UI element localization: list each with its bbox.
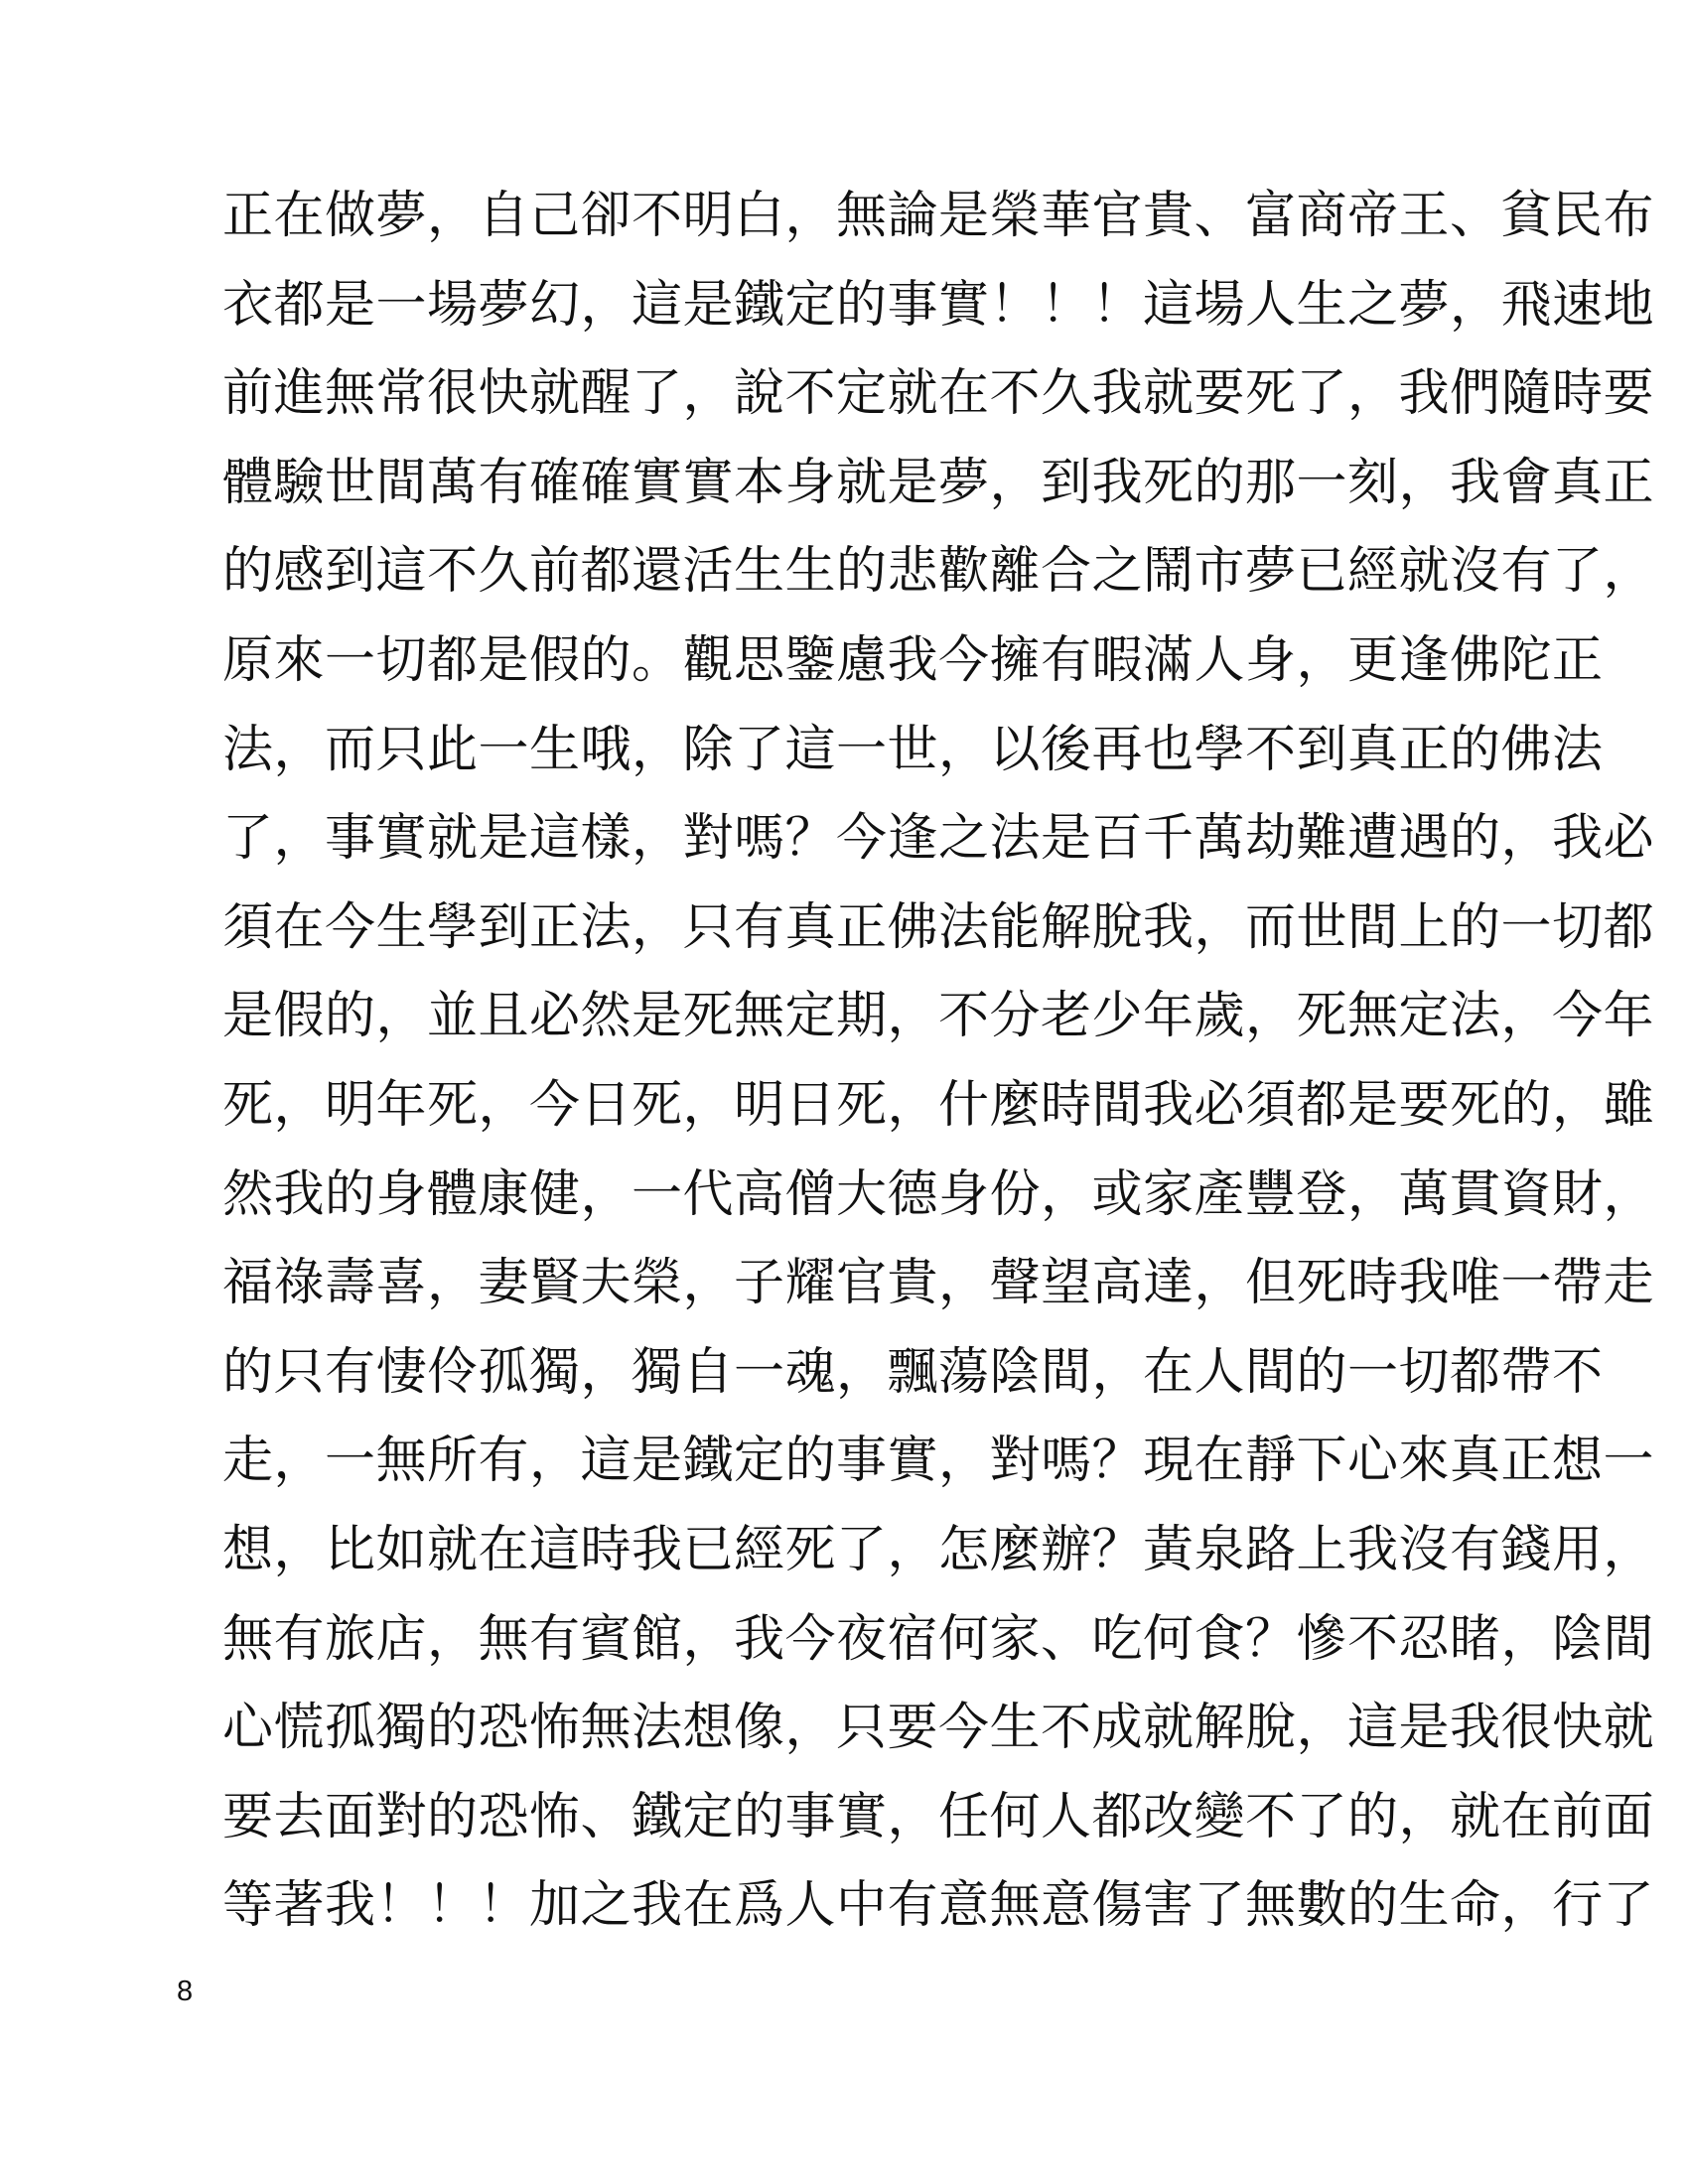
text-line: 正在做夢，自己卻不明白，無論是榮華官貴、富商帝王、貧民布 [222, 187, 1655, 245]
text-line: 法，而只此一生哦，除了這一世，以後再也學不到真正的佛法 [222, 720, 1604, 779]
text-line: 然我的身體康健，一代高僧大德身份，或家產豐登，萬貫資財， [222, 1164, 1655, 1224]
text-line: 無有旅店，無有賓館，我今夜宿何家、吃何食？慘不忍睹，陰間 [222, 1609, 1655, 1669]
text-line: 前進無常很快就醒了，說不定就在不久我就要死了，我們隨時要 [222, 364, 1655, 424]
text-line: 要去面對的恐怖、鐵定的事實，任何人都改變不了的，就在前面 [222, 1787, 1655, 1846]
text-line: 了，事實就是這樣，對嗎？今逢之法是百千萬劫難遭遇的，我必 [222, 809, 1655, 869]
text-line: 原來一切都是假的。觀思鑒慮我今擁有暇滿人身，更逢佛陀正 [222, 630, 1604, 690]
text-line: 走，一無所有，這是鐵定的事實，對嗎？現在靜下心來真正想一 [222, 1432, 1655, 1491]
text-line: 死，明年死，今日死，明日死，什麼時間我必須都是要死的，雖 [222, 1075, 1655, 1135]
text-line: 衣都是一場夢幻，這是鐵定的事實！！！這場人生之夢，飛速地 [222, 275, 1655, 335]
text-line: 的只有悽伶孤獨，獨自一魂，飄蕩陰間，在人間的一切都帶不 [222, 1342, 1604, 1402]
text-line: 須在今生學到正法，只有真正佛法能解脫我，而世間上的一切都 [222, 897, 1655, 957]
text-line: 心慌孤獨的恐怖無法想像，只要今生不成就解脫，這是我很快就 [222, 1699, 1655, 1758]
text-line: 的感到這不久前都還活生生的悲歡離合之鬧市夢已經就沒有了， [222, 542, 1655, 602]
text-line: 想，比如就在這時我已經死了，怎麼辦？黃泉路上我沒有錢用， [222, 1520, 1655, 1579]
text-line: 福祿壽喜，妻賢夫榮，子耀官貴，聲望高達，但死時我唯一帶走 [222, 1254, 1655, 1313]
page-number: 8 [177, 1976, 194, 2007]
text-line: 等著我！！！加之我在爲人中有意無意傷害了無數的生命，行了 [222, 1876, 1655, 1936]
body-text [222, 172, 1655, 1951]
text-line: 體驗世間萬有確確實實本身就是夢，到我死的那一刻，我會真正 [222, 453, 1655, 512]
text-line: 是假的，並且必然是死無定期，不分老少年歲，死無定法，今年 [222, 987, 1655, 1046]
